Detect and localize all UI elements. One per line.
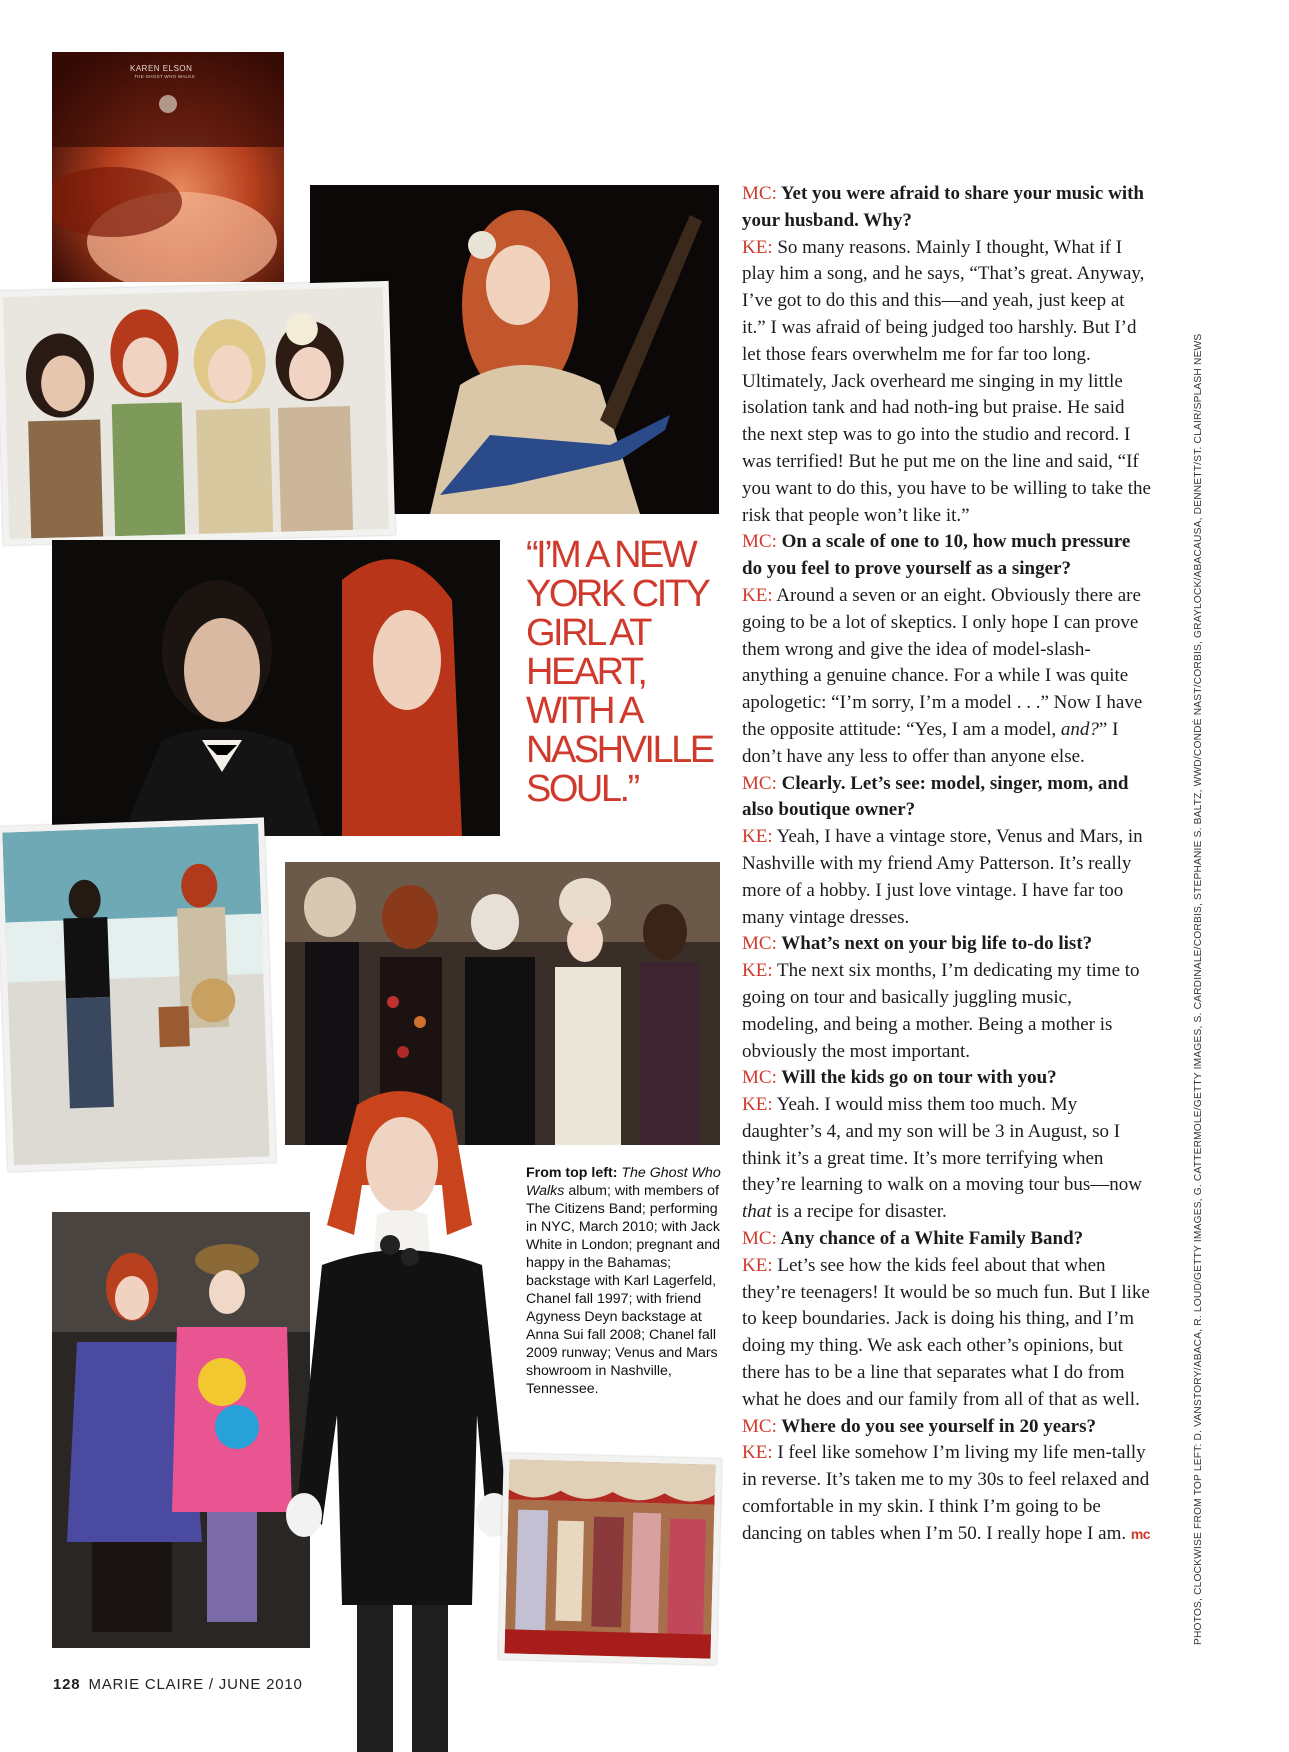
- answer-text: The next six months, I’m dedicating my time to going on tour and basically juggling music, modeling, and being a mother. Being a mother is obviously the most important.: [742, 960, 1140, 1062]
- interview-question: [742, 1065, 1152, 1092]
- answer-text: So many reasons. Mainly I thought, What if I play him a song, and he says, “That’s great. Anyway, I’ve got to do this and this—and yeah, just keep at it.” I was afraid of being judged too harshly. But I’d let those fears overwhelm me for far too long. Ultimately, Jack overheard me singing in my little isolation tank and had noth-ing but praise. He said the next step was to go into the studio and record. I was terrified! But he put me on the line and said, “If you want to do this, you have to be willing to take the risk that people won’t like it.”: [742, 236, 1151, 526]
- question-text: What’s next on your big life to-do list?: [776, 933, 1093, 955]
- pull-quote: [526, 536, 726, 809]
- citizens-band-image: [3, 287, 389, 539]
- interview-question: [742, 1414, 1152, 1441]
- page-footer: [53, 1676, 303, 1693]
- speaker-label: MC:: [742, 1067, 777, 1089]
- chanel-runway-image: [282, 1085, 520, 1752]
- speaker-label: MC:: [742, 531, 777, 553]
- interview-answer: [742, 1253, 1152, 1414]
- venus-and-mars-showroom-photo: [498, 1453, 721, 1665]
- venus-and-mars-showroom-image: [504, 1459, 715, 1658]
- speaker-label: MC:: [742, 1415, 777, 1437]
- speaker-label: MC:: [742, 933, 777, 955]
- answer-text: Yeah. I would miss them too much. My daughter’s 4, and my son will be 3 in August, so I think it’s a great time. It’s more terrifying when they’re learning to walk on a moving tour bus—now: [742, 1094, 1142, 1196]
- interview-question: [742, 181, 1152, 235]
- interview-answer: [742, 1440, 1152, 1547]
- answer-text: Let’s see how the kids feel about that when they’re teenagers! It would be so much fun. But I like to keep boundaries. Jack is doing his thing, and I’m doing my thing. We ask each other’s opinions, but there has to be a line that separates what I do from what he does and our family from all of that as well.: [742, 1254, 1150, 1410]
- speaker-label: KE:: [742, 826, 773, 848]
- bahamas-beach-image: [2, 824, 269, 1166]
- answer-text-rest: is a recipe for disaster.: [771, 1201, 947, 1223]
- interview-question: [742, 529, 1152, 583]
- photo-caption: [526, 1164, 721, 1398]
- question-text: Any chance of a White Family Band?: [776, 1228, 1084, 1250]
- speaker-label: MC:: [742, 183, 777, 204]
- citizens-band-photo: [0, 281, 395, 545]
- jack-white-london-image: [52, 540, 500, 836]
- pull-quote-line: NASHVILLE: [526, 729, 713, 771]
- answer-text: Yeah, I have a vintage store, Venus and Mars, in Nashville with my friend Amy Patterson. It’s really more of a hobby. I just love vintage. I have far too many vintage dresses.: [742, 826, 1143, 928]
- answer-text-rest: ” I don’t have any less to offer than anyone else.: [742, 718, 1119, 767]
- caption-body: album; with members of The Citizens Band; performing in NYC, March 2010; with Jack White in London; pregnant and happy in the Bahamas; backstage with Karl Lagerfeld, Chanel fall 1997; with friend Agyness Deyn backstage at Anna Sui fall 2008; Chanel fall 2009 runway; Venus and Mars showroom in Nashville, Tennessee.: [526, 1183, 721, 1397]
- pull-quote-line: SOUL.”: [526, 768, 638, 810]
- interview-article: [742, 181, 1152, 1548]
- photo-credits: PHOTOS, CLOCKWISE FROM TOP LEFT: D. VANSTORY/ABACA, R. LOUD/GETTY IMAGES, G. CATTERMOLE/GETTY IMAGES, S. CARDINALE/CORBIS, STEPHANIE S. BALTZ, WWD/CONDÉ NAST/CORBIS, GRAYLOCK/ABACAUSA, DENNETT/ST. CLAIR/SPLASH NEWS: [1193, 333, 1204, 1645]
- question-text: Yet you were afraid to share your music with your husband. Why?: [742, 183, 1144, 231]
- question-text: Will the kids go on tour with you?: [776, 1067, 1057, 1089]
- album-artist-text: KAREN ELSON: [130, 64, 193, 73]
- pull-quote-line: YORK CITY: [526, 573, 709, 615]
- speaker-label: KE:: [742, 1442, 773, 1464]
- pull-quote-line: HEART,: [526, 651, 646, 693]
- interview-answer: [742, 824, 1152, 931]
- answer-italic: and?: [1060, 718, 1099, 740]
- album-cover-image: [52, 52, 284, 282]
- pull-quote-line: “I’M A NEW: [526, 534, 696, 576]
- answer-italic: that: [742, 1201, 772, 1223]
- speaker-label: KE:: [742, 1094, 773, 1116]
- album-subtitle-text: THE GHOST WHO WALKS: [134, 74, 195, 79]
- answer-text: I feel like somehow I’m living my life men-tally in reverse. It’s taken me to my 30s to feel relaxed and comfortable in my skin. I think I’m going to be dancing on tables when I’m 50. I really hope I am.: [742, 1442, 1150, 1544]
- speaker-label: MC:: [742, 772, 777, 794]
- question-text: On a scale of one to 10, how much pressure do you feel to prove yourself as a singer?: [742, 531, 1131, 580]
- caption-album-title: The Ghost Who Walks: [526, 1165, 721, 1199]
- interview-answer: [742, 583, 1152, 771]
- end-mark-logo: mc: [1130, 1525, 1151, 1542]
- interview-answer: [742, 958, 1152, 1065]
- speaker-label: KE:: [742, 236, 773, 258]
- question-text: Where do you see yourself in 20 years?: [776, 1415, 1096, 1437]
- page-number: 128: [53, 1676, 81, 1693]
- interview-question: [742, 931, 1152, 958]
- interview-question: [742, 1226, 1152, 1253]
- speaker-label: MC:: [742, 1228, 777, 1250]
- interview-answer: [742, 1092, 1152, 1226]
- speaker-label: KE:: [742, 584, 773, 606]
- agyness-deyn-photo: [52, 1212, 310, 1648]
- speaker-label: KE:: [742, 1254, 773, 1276]
- interview-question: [742, 771, 1152, 825]
- answer-text: Around a seven or an eight. Obviously there are going to be a lot of skeptics. I only hope I can prove them wrong and give the idea of model-slash-anything a genuine chance. For a while I was quite apologetic: “I’m sorry, I’m a model . . .” Now I have the opposite attitude: “Yes, I am a model,: [742, 584, 1143, 740]
- speaker-label: KE:: [742, 960, 773, 982]
- pull-quote-line: GIRL AT: [526, 612, 650, 654]
- album-cover-photo: [52, 52, 284, 282]
- jack-white-london-photo: [52, 540, 500, 836]
- bahamas-beach-photo: [0, 817, 276, 1171]
- agyness-deyn-image: [52, 1212, 310, 1648]
- pull-quote-line: WITH A: [526, 690, 642, 732]
- chanel-runway-photo: [282, 1085, 520, 1752]
- question-text: Clearly. Let’s see: model, singer, mom, and also boutique owner?: [742, 772, 1129, 821]
- caption-lead: From top left:: [526, 1165, 622, 1181]
- publication-line: MARIE CLAIRE / JUNE 2010: [88, 1676, 303, 1693]
- interview-answer: [742, 235, 1152, 530]
